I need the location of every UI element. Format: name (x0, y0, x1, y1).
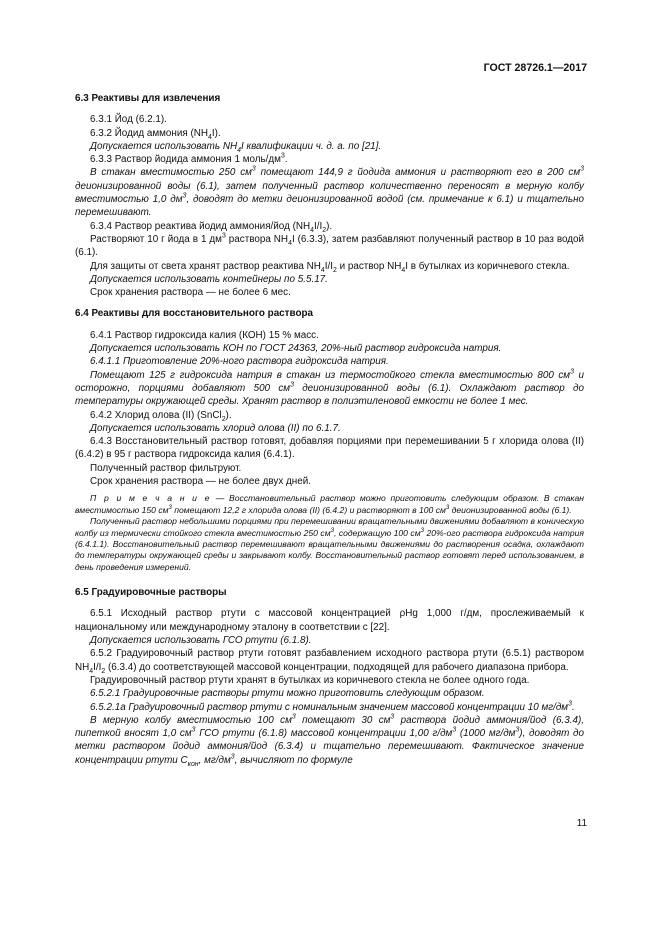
para-6-3-3: 6.3.3 Раствор йодида аммония 1 моль/$дм^3$. (90, 152, 288, 166)
para-6-3-4: 6.3.4 Раствор реактива йодид аммония/йод $(NH_4I/I_2)$. (90, 220, 333, 234)
section-6-5-title: 6.5 Градуировочные растворы (75, 587, 227, 599)
para-6-4-2: 6.4.2 Хлорид олова (II) (SnCl$_2$). (90, 409, 232, 423)
para-6-3-4-storage: Для защиты от света хранят раствор реактива $NH_4I/I_2$ и раствор $NH_4I$ в бутылках из коричневого стекла. (90, 260, 570, 274)
para-6-4-1-allowed: Допускается использовать КОН по ГОСТ 24363, 20%-ный раствор гидроксида натрия. (90, 343, 502, 355)
para-6-5-1: 6.5.1 Исходный раствор ртути с массовой концентрацией ρHg 1,000 г/дм, прослеживаемый к национальному или международному эталону в соответствии с [22]. (75, 608, 584, 633)
document-body (75, 92, 584, 767)
para-6-5-2-storage: Градуировочный раствор ртути хранят в бутылках из коричневого стекла не более одного года. (90, 674, 530, 686)
para-6-3-4-containers: Допускается использовать контейнеры по 5.5.17. (90, 273, 328, 285)
para-6-4-1: 6.4.1 Раствор гидроксида калия (КОН) 15 % масс. (90, 329, 319, 341)
para-6-3-4-shelf-life: Срок хранения раствора — не более 6 мес. (90, 287, 291, 299)
para-6-3-2: 6.3.2 Йодид аммония $(NH_4I)$. (90, 127, 221, 141)
note-6-4: П р и м е ч а н и е — Восстановительный раствор можно приготовить следующим образом. В стакан вместимостью 150 $см^3$ помещают 12,2 г хлорида олова (II) (6.4.2) и растворяют в 100 $см^3$ деионизированной воды (6.1). (75, 493, 584, 515)
para-6-4-2-allowed: Допускается использовать хлорид олова (II) по 6.1.7. (90, 422, 341, 434)
para-6-4-3: 6.4.3 Восстановительный раствор готовят, добавляя порциями при перемешивании 5 г хлорида олова (II) (6.4.2) в 95 г раствора гидроксида калия (6.4.1). (75, 436, 584, 461)
para-6-3-2-allowed: Допускается использовать $NH_4I$ квалификации ч. д. а. по [21]. (90, 140, 382, 154)
para-6-3-1: 6.3.1 Йод (6.2.1). (90, 114, 167, 126)
para-6-5-2-1a: 6.5.2.1а Градуировочный раствор ртути с номинальным значением массовой концентрации 10 $мг/дм^3$. (90, 700, 575, 713)
section-6-3-title: 6.3 Реактивы для извлечения (75, 93, 221, 104)
para-6-5-2-1: 6.5.2.1 Градуировочные растворы ртути можно приготовить следующим образом. (90, 688, 485, 700)
section-6-4-title: 6.4 Реактивы для восстановительного раствора (75, 308, 314, 320)
para-6-3-4-procedure: Растворяют 10 г йода в 1 $дм^3$ раствора $NH_4I$ (6.3.3), затем разбавляют полученный раствор в 10 раз водой (6.1). (75, 232, 584, 259)
para-6-5-1-allowed: Допускается использовать ГСО ртути (6.1.8). (90, 635, 312, 647)
para-6-4-3-shelf-life: Срок хранения раствора — не более двух дней. (90, 476, 312, 488)
para-6-5-2-1a-procedure: В мерную колбу вместимостью 100 $см^3$ помещают 30 $см^3$ раствора йодид аммония/йод (6.3.4), пипеткой вносят 1,0 $см^3$ ГСО ртути (6.1.8) массовой концентрации 1,00 $г/дм^3$ (1000 $мг/дм^3$), доводят до метки раствором йодид аммония/йод (6.3.4) и тщательно перемешивают. Фактическое значение концентрации ртути $С_{кон}$, $мг/дм^3$, вычисляют по формуле (75, 713, 585, 768)
para-6-4-1-1: 6.4.1.1 Приготовление 20%-ного раствора гидроксида натрия. (90, 356, 389, 368)
para-6-4-3-filter: Полученный раствор фильтруют. (90, 462, 242, 474)
note-6-4-continued: Полученный раствор небольшими порциями при перемешивании вращательными движениями добавляют в коническую колбу из термически стойкого стекла вместимостью 250 $см^3$, содержащую 100 $см^3$ 20%-ого раствора гидроксида натрия (6.4.1.1). Восстановительный раствор перемешивают вращательными движениями до растворения осадка, охлаждают до температуры окружающей среды и закрывают колбу. Восстановительный раствор готовят перед использованием, в день проведения измерений. (75, 516, 584, 572)
para-6-3-3-procedure: В стакан вместимостью 250 $см^3$ помещают 144,9 г йодида аммония и растворяют его в 200 $см^3$ деионизированной воды (6.1), затем полученный раствор количественно переносят в мерную колбу вместимостью 1,0 $дм^3$, доводят до метки деионизированной водой (см. примечание к 6.1) и тщательно перемешивают. (75, 166, 584, 219)
standard-header: ГОСТ 28726.1—2017 (483, 62, 587, 74)
page-number: 11 (576, 818, 587, 829)
para-6-4-1-1-procedure: Помещают 125 г гидроксида натрия в стакан из термостойкого стекла вместимостью 800 $см^3$ и осторожно, порциями добавляют 500 $см^3$ деионизированной воды (6.1). Охлаждают раствор до температуры окружающей среды. Хранят раствор в полиэтиленовой емкости не более 1 мес. (75, 368, 584, 408)
para-6-5-2: 6.5.2 Градуировочный раствор ртути готовят разбавлением исходного раствора ртути (6.5.1) раствором $NH_4I/I_2$ (6.3.4) до соответствующей массовой концентрации, подходящей для рабочего диапазона прибора. (75, 648, 584, 675)
